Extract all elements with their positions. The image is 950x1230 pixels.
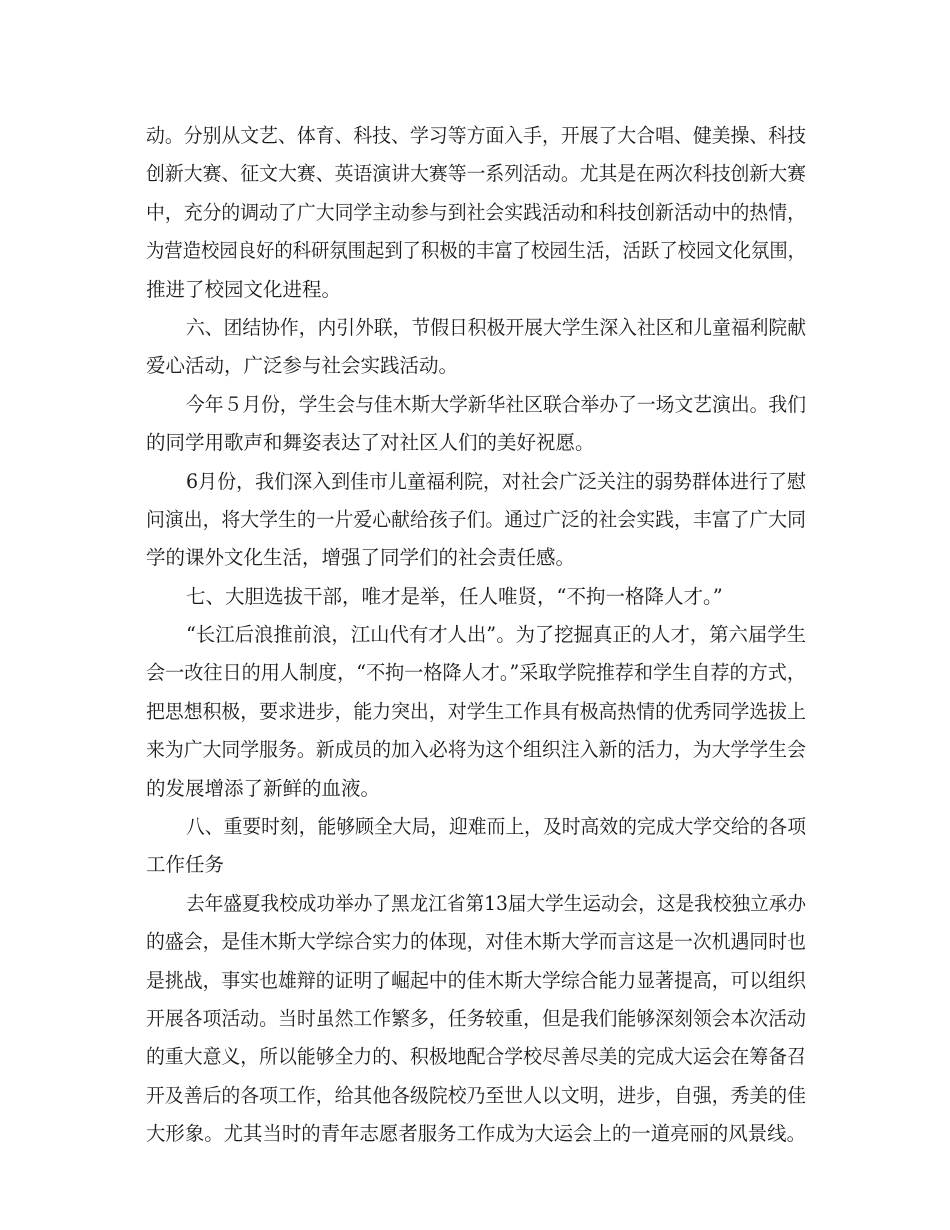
text-line-content: 大形象。尤其当时的青年志愿者服务工作成为大运会上的一道亮丽的风景线。: [146, 1122, 806, 1146]
text-line: [146, 1077, 806, 1115]
text-line: [146, 846, 806, 884]
text-line: [146, 923, 806, 961]
text-line-content: 开展各项活动。当时虽然工作繁多，任务较重，但是我们能够深刻领会本次活动: [146, 1006, 806, 1030]
text-line: [146, 309, 806, 347]
text-line: [146, 539, 806, 577]
text-line: [146, 501, 806, 539]
text-line-content: 的同学用歌声和舞姿表达了对社区人们的美好祝愿。: [146, 431, 595, 455]
text-line-content: 是挑战，事实也雄辩的证明了崛起中的佳木斯大学综合能力显著提高，可以组织: [146, 968, 806, 992]
text-line-content: 学的课外文化生活，增强了同学们的社会责任感。: [146, 546, 576, 570]
text-line: [146, 117, 806, 155]
text-line-content: 今年５月份，学生会与佳木斯大学新华社区联合举办了一场文艺演出。我们: [186, 392, 806, 416]
document-body: [146, 117, 806, 1154]
text-line-content: 推进了校园文化进程。: [146, 277, 342, 301]
text-line: [146, 654, 806, 692]
text-line: [146, 1115, 806, 1153]
text-line-content: 六、团结协作，内引外联，节假日积极开展大学生深入社区和儿童福利院献: [186, 315, 806, 339]
text-line-content: 中，充分的调动了广大同学主动参与到社会实践活动和科技创新活动中的热情，: [146, 200, 806, 224]
text-line-content: 为营造校园良好的科研氛围起到了积极的丰富了校园生活，活跃了校园文化氛围，: [146, 239, 806, 263]
text-line-content: 的发展增添了新鲜的血液。: [146, 776, 381, 800]
text-line: [146, 578, 806, 616]
text-line-content: “长江后浪推前浪，江山代有才人出”。为了挖掘真正的人才，第六届学生: [186, 623, 806, 647]
text-line: [146, 347, 806, 385]
text-line-content: 八、重要时刻，能够顾全大局，迎难而上，及时高效的完成大学交给的各项: [186, 815, 806, 839]
text-line-content: 七、大胆选拔干部，唯才是举，任人唯贤，“不拘一格降人才。”: [186, 584, 723, 608]
text-line: [146, 194, 806, 232]
text-line: [146, 463, 806, 501]
text-line: [146, 770, 806, 808]
text-line-content: 6月份，我们深入到佳市儿童福利院，对社会广泛关注的弱势群体进行了慰: [186, 469, 806, 493]
text-line: [146, 424, 806, 462]
text-line: [146, 808, 806, 846]
text-line-content: 开及善后的各项工作，给其他各级院校乃至世人以文明，进步，自强，秀美的佳: [146, 1083, 806, 1107]
text-line-content: 的重大意义，所以能够全力的、积极地配合学校尽善尽美的完成大运会在筹备召: [146, 1045, 806, 1069]
text-line: [146, 693, 806, 731]
text-line-content: 爱心活动，广泛参与社会实践活动。: [146, 354, 459, 378]
text-line-content: 的盛会，是佳木斯大学综合实力的体现，对佳木斯大学而言这是一次机遇同时也: [146, 930, 806, 954]
text-line: [146, 731, 806, 769]
text-line-content: 动。分别从文艺、体育、科技、学习等方面入手，开展了大合唱、健美操、科技: [146, 124, 806, 147]
text-line: [146, 155, 806, 193]
text-line-content: 来为广大同学服务。新成员的加入必将为这个组织注入新的活力，为大学学生会: [146, 738, 806, 762]
text-line-content: 把思想积极，要求进步，能力突出，对学生工作具有极高热情的优秀同学选拔上: [146, 699, 806, 723]
text-line: [146, 271, 806, 309]
text-line-content: 创新大赛、征文大赛、英语演讲大赛等一系列活动。尤其是在两次科技创新大赛: [146, 162, 806, 186]
text-line: [146, 962, 806, 1000]
text-line: [146, 232, 806, 270]
text-line-content: 会一改往日的用人制度，“不拘一格降人才。”采取学院推荐和学生自荐的方式，: [146, 661, 806, 685]
text-line-content: 去年盛夏我校成功举办了黑龙江省第13届大学生运动会，这是我校独立承办: [186, 891, 806, 915]
text-line-content: 问演出，将大学生的一片爱心献给孩子们。通过广泛的社会实践，丰富了广大同: [146, 507, 806, 531]
text-line: [146, 616, 806, 654]
text-line: [146, 1038, 806, 1076]
text-line-content: 工作任务: [146, 853, 225, 877]
text-line: [146, 1000, 806, 1038]
text-line: [146, 885, 806, 923]
text-line: [146, 386, 806, 424]
